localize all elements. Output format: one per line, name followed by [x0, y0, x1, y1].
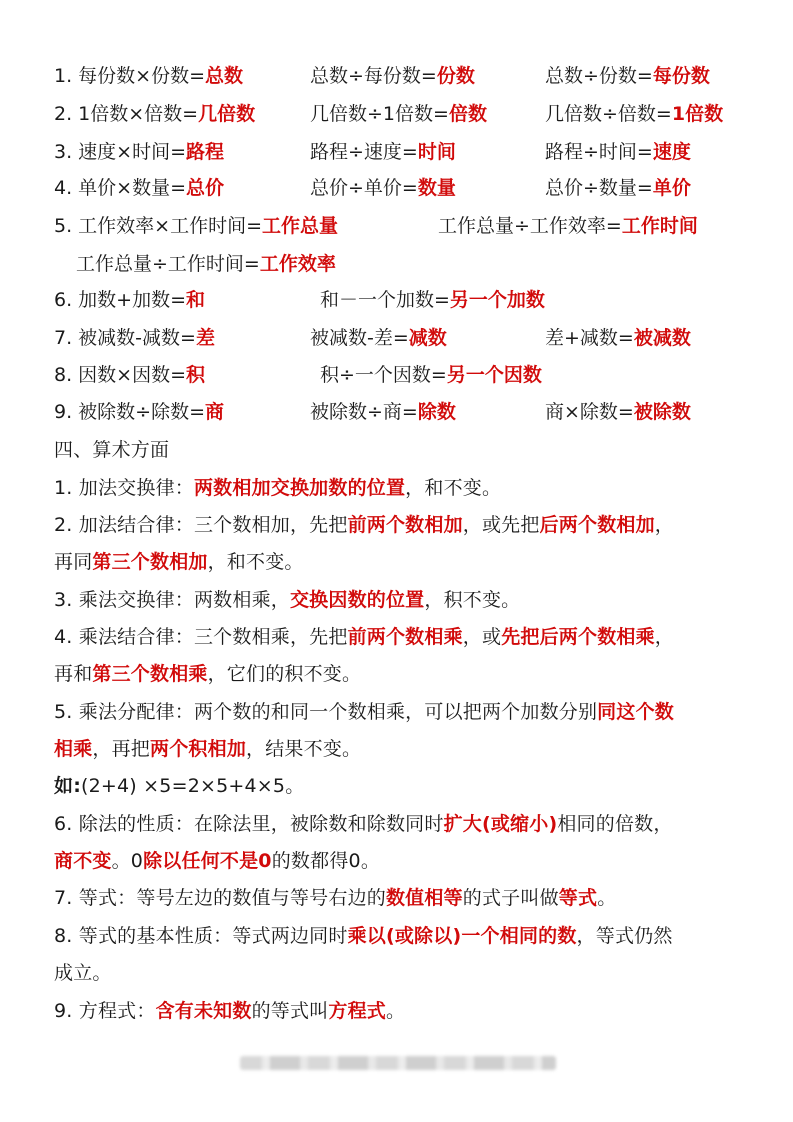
highlighted-term: 减数: [408, 327, 447, 349]
text-segment: 总数÷每份数=: [310, 65, 437, 87]
text-segment: ，再把: [92, 738, 151, 760]
text-segment: 2. 1倍数×倍数=: [54, 103, 199, 125]
formula-cell: [545, 100, 723, 128]
highlighted-term: 1倍数: [671, 103, 724, 125]
highlighted-term: 等式: [558, 887, 598, 909]
text-segment: 的等式叫: [251, 1000, 329, 1022]
highlighted-term: 另一个因数: [446, 364, 542, 386]
text-segment: 积÷一个因数=: [320, 364, 447, 386]
highlighted-term: 前两个数相乘: [347, 626, 463, 648]
text-segment: 4. 单价×数量=: [54, 177, 187, 199]
formula-cell: [54, 100, 255, 128]
text-line: [54, 698, 674, 726]
highlighted-term: 交换因数的位置: [289, 589, 425, 611]
text-segment: 的数都得0。: [271, 850, 381, 872]
text-segment: 被除数÷商=: [310, 401, 418, 423]
highlighted-term: 每份数: [652, 65, 710, 87]
formula-cell: [54, 398, 224, 426]
text-segment: ，它们的积不变。: [207, 663, 362, 685]
highlighted-term: 工作总量: [262, 215, 339, 237]
highlighted-term: 商: [205, 401, 225, 423]
text-segment: 1. 加法交换律：: [54, 477, 194, 499]
text-segment: 3. 乘法交换律：两数相乘，: [54, 589, 290, 611]
text-line: [54, 623, 674, 651]
text-segment: ，或先把: [462, 514, 540, 536]
highlighted-term: 数值相等: [385, 887, 463, 909]
highlighted-term: 单价: [652, 177, 691, 199]
formula-cell: [438, 212, 698, 240]
highlighted-term: 两个积相加: [150, 738, 247, 760]
highlighted-term: 商不变: [54, 850, 112, 872]
highlighted-term: 第三个数相乘: [92, 663, 208, 685]
highlighted-term: 工作效率: [259, 253, 336, 275]
text-segment: 5. 工作效率×工作时间=: [54, 215, 263, 237]
highlighted-term: 同这个数: [597, 701, 674, 723]
highlighted-term: 倍数: [448, 103, 487, 125]
highlighted-term: 速度: [652, 141, 691, 163]
formula-cell: [76, 250, 336, 278]
text-segment: 8. 等式的基本性质：等式两边同时: [54, 925, 348, 947]
text-line: [54, 997, 405, 1025]
text-line: [54, 474, 501, 502]
text-segment: ，积不变。: [424, 589, 521, 611]
highlighted-term: 总价: [186, 177, 225, 199]
formula-cell: [545, 324, 691, 352]
formula-cell: [54, 62, 243, 90]
formula-cell: [310, 62, 475, 90]
text-line: [54, 884, 616, 912]
highlighted-term: 工作时间: [621, 215, 698, 237]
text-line: [54, 922, 673, 950]
formula-cell: [310, 138, 456, 166]
text-segment: 几倍数÷倍数=: [545, 103, 672, 125]
text-segment: 总数÷份数=: [545, 65, 653, 87]
formula-cell: [320, 286, 545, 314]
text-segment: 2. 加法结合律：三个数相加，先把: [54, 514, 348, 536]
text-segment: 6. 除法的性质：在除法里，被除数和除数同时: [54, 813, 444, 835]
text-segment: 相同的倍数，: [557, 813, 673, 835]
formula-cell: [54, 212, 338, 240]
highlighted-term: 相乘: [54, 738, 93, 760]
text-segment: 。: [386, 1000, 406, 1022]
text-segment: 被减数-差=: [310, 327, 409, 349]
text-segment: 路程÷速度=: [310, 141, 418, 163]
text-line: [54, 959, 112, 987]
text-segment: 8. 因数×因数=: [54, 364, 187, 386]
text-segment: ，等式仍然: [576, 925, 673, 947]
text-line: [54, 735, 361, 763]
bold-text: 如:: [54, 775, 81, 797]
formula-cell: [545, 138, 691, 166]
text-segment: 7. 等式：等号左边的数值与等号右边的: [54, 887, 386, 909]
formula-cell: [54, 138, 224, 166]
text-segment: 5. 乘法分配律：两个数的和同一个数相乘，可以把两个加数分别: [54, 701, 598, 723]
formula-cell: [310, 398, 456, 426]
formula-cell: [545, 398, 691, 426]
text-segment: 和－一个加数=: [320, 289, 450, 311]
highlighted-term: 时间: [417, 141, 456, 163]
text-segment: 的式子叫做: [462, 887, 559, 909]
section-title: 四、算术方面: [54, 439, 170, 461]
highlighted-term: 数量: [417, 177, 456, 199]
text-segment: 工作总量÷工作时间=: [76, 253, 260, 275]
formula-cell: [545, 62, 710, 90]
highlighted-term: 后两个数相加: [539, 514, 655, 536]
formula-cell: [310, 324, 447, 352]
text-segment: 路程÷时间=: [545, 141, 653, 163]
highlighted-term: 路程: [186, 141, 225, 163]
highlighted-term: 先把后两个数相乘: [501, 626, 655, 648]
text-segment: (2+4) ×5=2×5+4×5。: [81, 775, 305, 797]
formula-cell: [310, 174, 456, 202]
highlighted-term: 和: [186, 289, 206, 311]
highlighted-term: 总数: [205, 65, 244, 87]
text-segment: 再和: [54, 663, 93, 685]
text-line: [54, 586, 520, 614]
highlighted-term: 除以任何不是0: [143, 850, 272, 872]
text-segment: ，和不变。: [207, 551, 304, 573]
text-segment: 。0: [111, 850, 144, 872]
text-segment: 7. 被减数-减数=: [54, 327, 196, 349]
highlighted-term: 两数相加交换加数的位置: [193, 477, 406, 499]
highlighted-term: 积: [186, 364, 206, 386]
highlighted-term: 乘以(或除以)一个相同的数: [347, 925, 577, 947]
highlighted-term: 除数: [417, 401, 456, 423]
highlighted-term: 被减数: [633, 327, 691, 349]
highlighted-term: 前两个数相加: [347, 514, 463, 536]
highlighted-term: 扩大(或缩小): [443, 813, 558, 835]
text-segment: ，: [654, 626, 674, 648]
text-segment: 4. 乘法结合律：三个数相乘，先把: [54, 626, 348, 648]
text-line: [54, 548, 304, 576]
text-line: [54, 772, 304, 800]
text-segment: 几倍数÷1倍数=: [310, 103, 449, 125]
text-segment: 9. 被除数÷除数=: [54, 401, 206, 423]
highlighted-term: 差: [195, 327, 215, 349]
blurred-watermark: [240, 1056, 556, 1070]
text-segment: 商×除数=: [545, 401, 634, 423]
highlighted-term: 另一个加数: [449, 289, 545, 311]
text-segment: ，: [654, 514, 674, 536]
highlighted-term: 几倍数: [198, 103, 256, 125]
formula-cell: [54, 324, 215, 352]
text-line: [54, 660, 361, 688]
text-segment: 1. 每份数×份数=: [54, 65, 206, 87]
text-segment: 总价÷数量=: [545, 177, 653, 199]
formula-cell: [310, 100, 487, 128]
text-segment: 总价÷单价=: [310, 177, 418, 199]
text-segment: ，或: [462, 626, 502, 648]
formula-cell: [320, 361, 542, 389]
text-line: [54, 511, 674, 539]
text-segment: 6. 加数+加数=: [54, 289, 187, 311]
text-segment: 9. 方程式：: [54, 1000, 156, 1022]
text-segment: ，和不变。: [405, 477, 502, 499]
text-segment: 3. 速度×时间=: [54, 141, 187, 163]
text-segment: 成立。: [54, 962, 112, 984]
text-segment: 工作总量÷工作效率=: [438, 215, 622, 237]
text-segment: ，结果不变。: [246, 738, 362, 760]
text-segment: 差+减数=: [545, 327, 634, 349]
formula-cell: [54, 361, 205, 389]
highlighted-term: 含有未知数: [155, 1000, 252, 1022]
highlighted-term: 份数: [436, 65, 475, 87]
text-line: [54, 847, 380, 875]
text-segment: 再同: [54, 551, 93, 573]
text-segment: 。: [597, 887, 617, 909]
highlighted-term: 被除数: [633, 401, 691, 423]
text-line: [54, 810, 673, 838]
highlighted-term: 第三个数相加: [92, 551, 208, 573]
highlighted-term: 方程式: [328, 1000, 387, 1022]
formula-cell: [545, 174, 691, 202]
formula-cell: [54, 286, 205, 314]
formula-cell: [54, 174, 224, 202]
